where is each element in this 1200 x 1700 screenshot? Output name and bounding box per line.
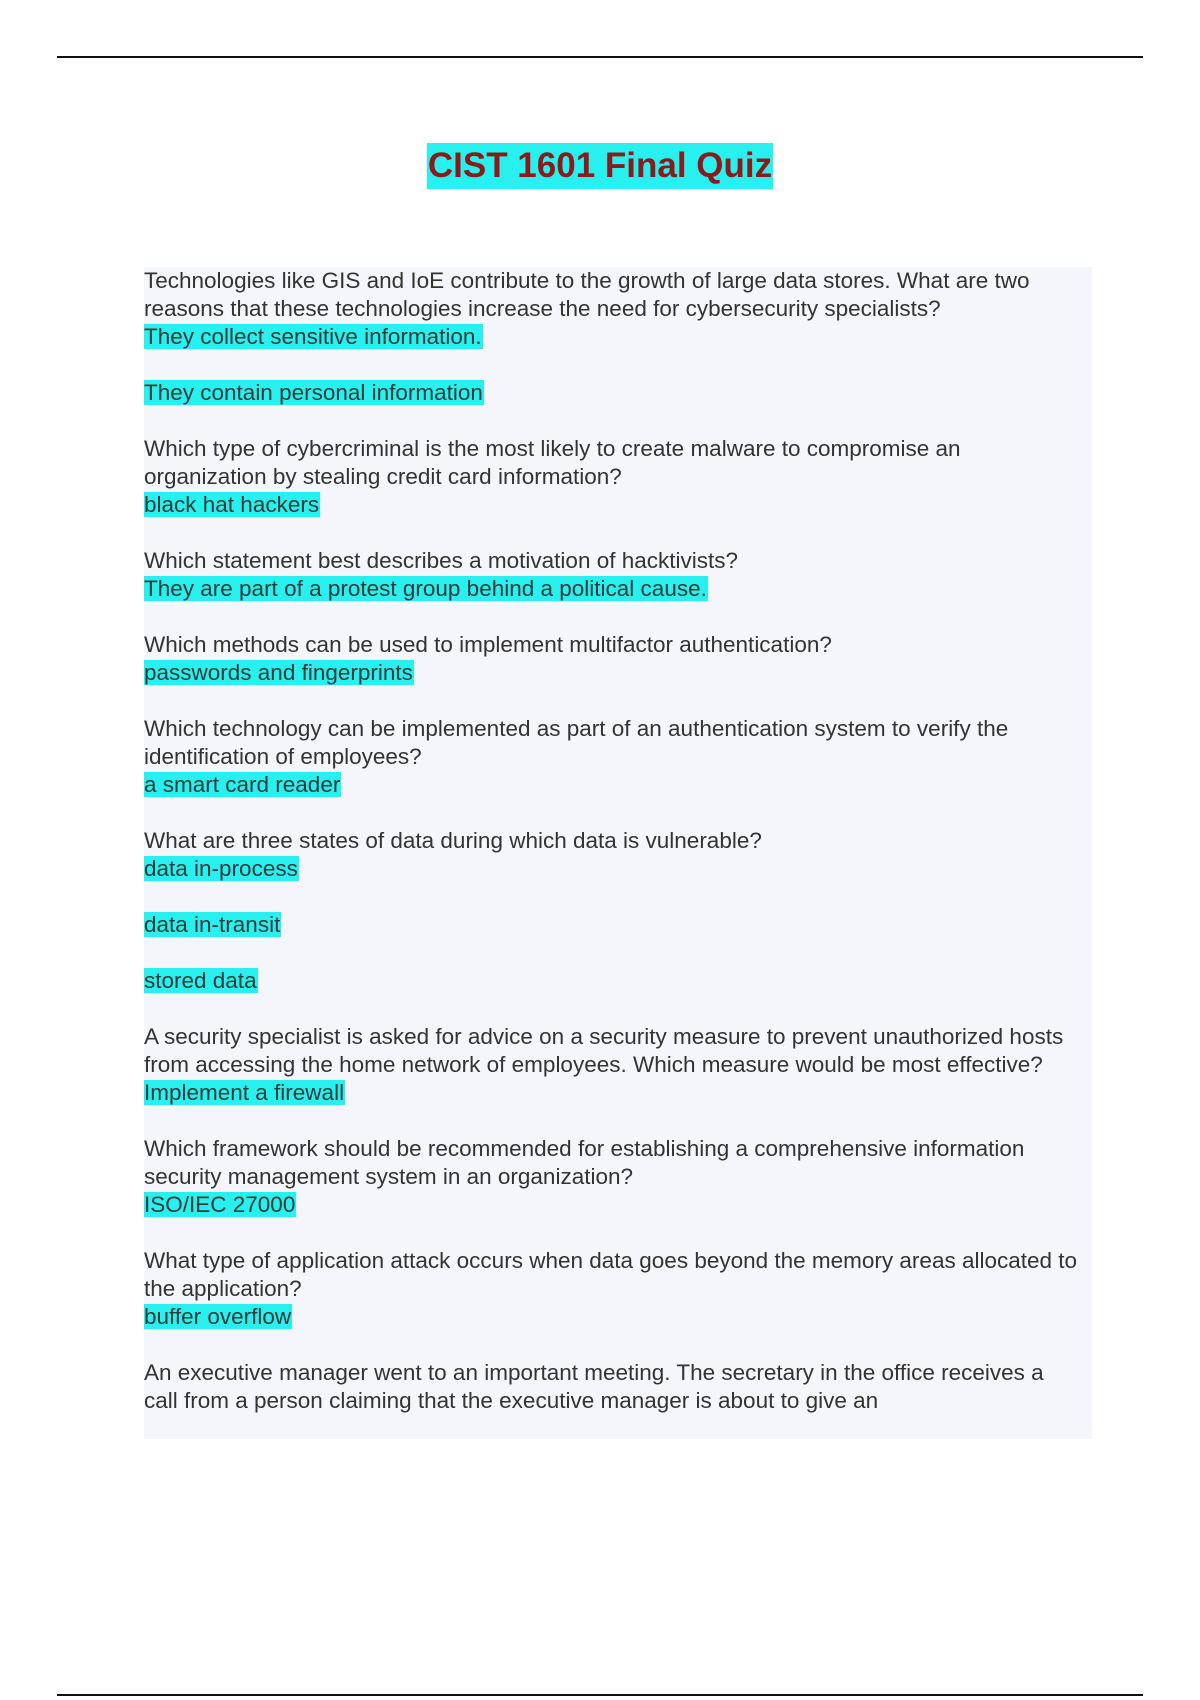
qa-item [144,827,1092,995]
answer-line [144,967,1092,995]
page-title: CIST 1601 Final Quiz [427,143,773,189]
question-text: What are three states of data during which data is vulnerable? [144,828,762,853]
qa-item [144,1359,1092,1415]
qa-item [144,715,1092,799]
answer-line [144,911,1092,939]
question-text: A security specialist is asked for advice on a security measure to prevent unauthorized hosts from accessing the home network of employees. Which measure would be most effective? [144,1024,1064,1077]
qa-item [144,1247,1092,1331]
answer-text: black hat hackers [144,492,320,517]
answer-line [144,1079,1092,1107]
answer-line [144,323,1092,351]
bottom-rule [57,1694,1143,1696]
answer-line [144,575,1092,603]
question-text: Which framework should be recommended for establishing a comprehensive information security management system in an organization? [144,1136,1025,1189]
question-text: An executive manager went to an important meeting. The secretary in the office receives a call from a person claiming that the executive manager is about to give an [144,1360,1044,1413]
answer-line [144,855,1092,883]
answer-text: passwords and fingerprints [144,660,413,685]
answer-text: ISO/IEC 27000 [144,1192,296,1217]
title-wrap [0,143,1200,189]
qa-item [144,267,1092,407]
answer-line [144,659,1092,687]
answer-text: They collect sensitive information. [144,324,482,349]
answer-text: data in-process [144,856,298,881]
answer-text: They contain personal information [144,380,483,405]
answer-text: buffer overflow [144,1304,292,1329]
qa-item [144,435,1092,519]
qa-item [144,1023,1092,1107]
answer-text: a smart card reader [144,772,341,797]
question-text: Which type of cybercriminal is the most likely to create malware to compromise an organization by stealing credit card information? [144,436,961,489]
question-text: Technologies like GIS and IoE contribute to the growth of large data stores. What are two reasons that these technologies increase the need for cybersecurity specialists? [144,268,1030,321]
qa-item [144,1135,1092,1219]
answer-line [144,491,1092,519]
answer-line [144,1303,1092,1331]
qa-item [144,631,1092,687]
question-text: Which technology can be implemented as part of an authentication system to verify the identification of employees? [144,716,1009,769]
answer-text: Implement a firewall [144,1080,345,1105]
answer-line [144,379,1092,407]
answer-line [144,771,1092,799]
answer-line [144,1191,1092,1219]
answer-text: data in-transit [144,912,281,937]
top-rule [57,56,1143,58]
answer-text: stored data [144,968,257,993]
qa-item [144,547,1092,603]
question-text: What type of application attack occurs when data goes beyond the memory areas allocated to the application? [144,1248,1078,1301]
question-text: Which methods can be used to implement multifactor authentication? [144,632,832,657]
quiz-content [144,267,1092,1439]
question-text: Which statement best describes a motivation of hacktivists? [144,548,739,573]
answer-text: They are part of a protest group behind a political cause. [144,576,707,601]
